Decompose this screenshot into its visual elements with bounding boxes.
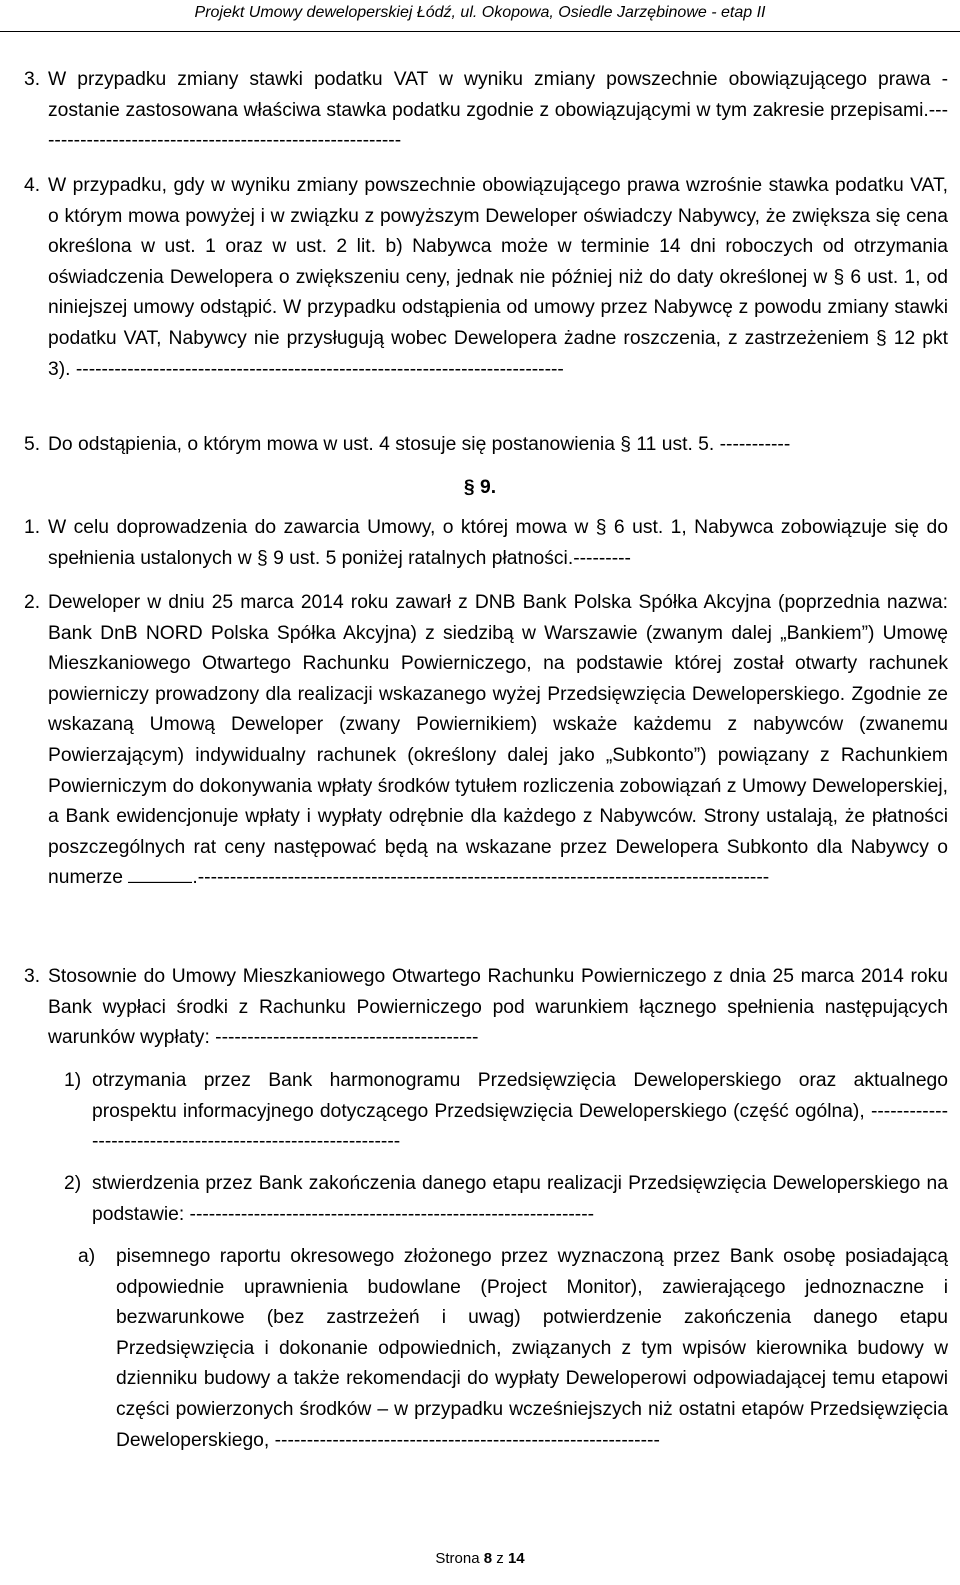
page-footer: [0, 1550, 960, 1567]
condition-2: [64, 1169, 948, 1230]
condition-text: stwierdzenia przez Bank zakończenia danego etapu realizacji Przedsięwzięcia Deweloperskiego na podstawie: ---------------------------------------------------------------: [92, 1173, 948, 1225]
condition-text: otrzymania przez Bank harmonogramu Przedsięwzięcia Deweloperskiego oraz aktualnego prospektu informacyjnego dotyczącego Przedsięwzięcia Deweloperskiego (część ogólna), ------------------------------------------------------------: [92, 1070, 948, 1153]
section-paragraph-3: [24, 962, 948, 1054]
paragraph-number: 4.: [24, 175, 41, 196]
section-paragraph-1: [24, 513, 948, 574]
paragraph-tail: .-----------------------------------------------------------------------------------------: [192, 867, 770, 889]
paragraph-number: 3.: [24, 966, 41, 987]
condition-number: 1): [64, 1070, 82, 1091]
paragraph-number: 3.: [24, 69, 41, 90]
paragraph-text: W przypadku, gdy w wyniku zmiany powszechnie obowiązującego prawa wzrośnie stawka podatku VAT, o którym mowa powyżej i w związku z powyższym Deweloper oświadczy Nabywcy, że zwiększa się cena określona w ust. 1 oraz w ust. 2 lit. b) Nabywca może w terminie 14 dni roboczych od otrzymania oświadczenia Dewelopera o zwiększeniu ceny, jednak nie później niż do daty określonej w § 6 ust. 1, od niniejszej umowy odstąpić. W przypadku odstąpienia od umowy przez Nabywcę z powodu zmiany stawki podatku VAT, Nabywcy nie przysługują wobec Dewelopera żadne roszczenia, z zastrzeżeniem § 12 pkt 3). ----------------------------------------------------------------------------: [48, 175, 948, 380]
header-title: Projekt Umowy deweloperskiej Łódź, ul. Okopowa, Osiedle Jarzębinowe - etap II: [194, 4, 766, 21]
subpoint-a: [78, 1242, 948, 1456]
section-heading: § 9.: [463, 477, 497, 498]
paragraph-text: Stosownie do Umowy Mieszkaniowego Otwartego Rachunku Powierniczego z dnia 25 marca 2014 roku Bank wypłaci środki z Rachunku Powierniczego pod warunkiem łącznego spełnienia następujących warunków wypłaty: -----------------------------------------: [48, 966, 948, 1049]
paragraph-text: [48, 588, 948, 894]
section-paragraph-2: [24, 588, 948, 894]
subpoint-letter: a): [78, 1246, 96, 1267]
paragraph-body: Deweloper w dniu 25 marca 2014 roku zawarł z DNB Bank Polska Spółka Akcyjna (poprzednia nazwa: Bank DnB NORD Polska Spółka Akcyjna) z siedzibą w Warszawie (zwanym dalej „Bankiem”) Umowę Mieszkaniowego Otwartego Rachunku Powierniczego, na podstawie której został otwarty rachunek powierniczy prowadzony dla realizacji wskazanego wyżej Przedsięwzięcia Deweloperskiego. Zgodnie ze wskazaną Umową Deweloper (zwany Powiernikiem) wskaże każdemu z nabywców (zwanemu Powierzającym) indywidualny rachunek (określony dalej jako „Subkonto”) powiązany z Rachunkiem Powierniczym do dokonywania wpłaty środków tytułem rozliczenia zobowiązań z Umowy Deweloperskiej, a Bank ewidencjonuje wpłaty i wypłaty odrębnie dla każdego z Nabywców. Strony ustalają, że płatności poszczególnych rat ceny następować będą na wskazane przez Dewelopera Subkonto dla Nabywcy o numerze: [48, 592, 948, 889]
paragraph-text: W przypadku zmiany stawki podatku VAT w wyniku zmiany powszechnie obowiązującego prawa - zostanie zastosowana właściwa stawka podatku zgodnie z obowiązującymi w tym zakresie przepisami.----------------------------------------------------------: [48, 69, 948, 152]
condition-number: 2): [64, 1173, 82, 1194]
condition-1: [64, 1066, 948, 1158]
paragraph-3: [24, 65, 948, 157]
paragraph-4: [24, 171, 948, 385]
page-header: [0, 0, 960, 32]
paragraph-text: W celu doprowadzenia do zawarcia Umowy, o której mowa w § 6 ust. 1, Nabywca zobowiązuje się do spełnienia ustalonych w § 9 ust. 5 poniżej ratalnych płatności.---------: [48, 517, 948, 569]
paragraph-text: Do odstąpienia, o którym mowa w ust. 4 stosuje się postanowienia § 11 ust. 5. -----------: [48, 434, 791, 455]
footer-page-total: 14: [507, 1550, 525, 1567]
paragraph-number: 5.: [24, 434, 41, 455]
paragraph-number: 1.: [24, 517, 41, 538]
subpoint-text: pisemnego raportu okresowego złożonego przez wyznaczoną przez Bank osobę posiadającą odpowiednie uprawnienia budowlane (Project Monitor), zawierającego jednoznaczne i bezwarunkowe (bez zastrzeżeń i uwag) potwierdzenie zakończenia danego etapu Przedsięwzięcia i dokonanie odpowiednich, związanych z tym wpisów kierownika budowy w dzienniku budowy a także rekomendacji do wypłaty Deweloperowi odpowiadającej temu etapowi części powierzonych środków – w przypadku wcześniejszych niż ostatni etapów Przedsięwzięcia Deweloperskiego, ------------------------------------------------------------: [116, 1246, 948, 1451]
paragraph-5: [24, 430, 948, 461]
footer-middle: z: [492, 1550, 508, 1567]
footer-prefix: Strona: [435, 1550, 484, 1567]
paragraph-number: 2.: [24, 592, 41, 613]
footer-page-number: 8: [483, 1550, 493, 1567]
account-number-blank: [128, 881, 192, 883]
